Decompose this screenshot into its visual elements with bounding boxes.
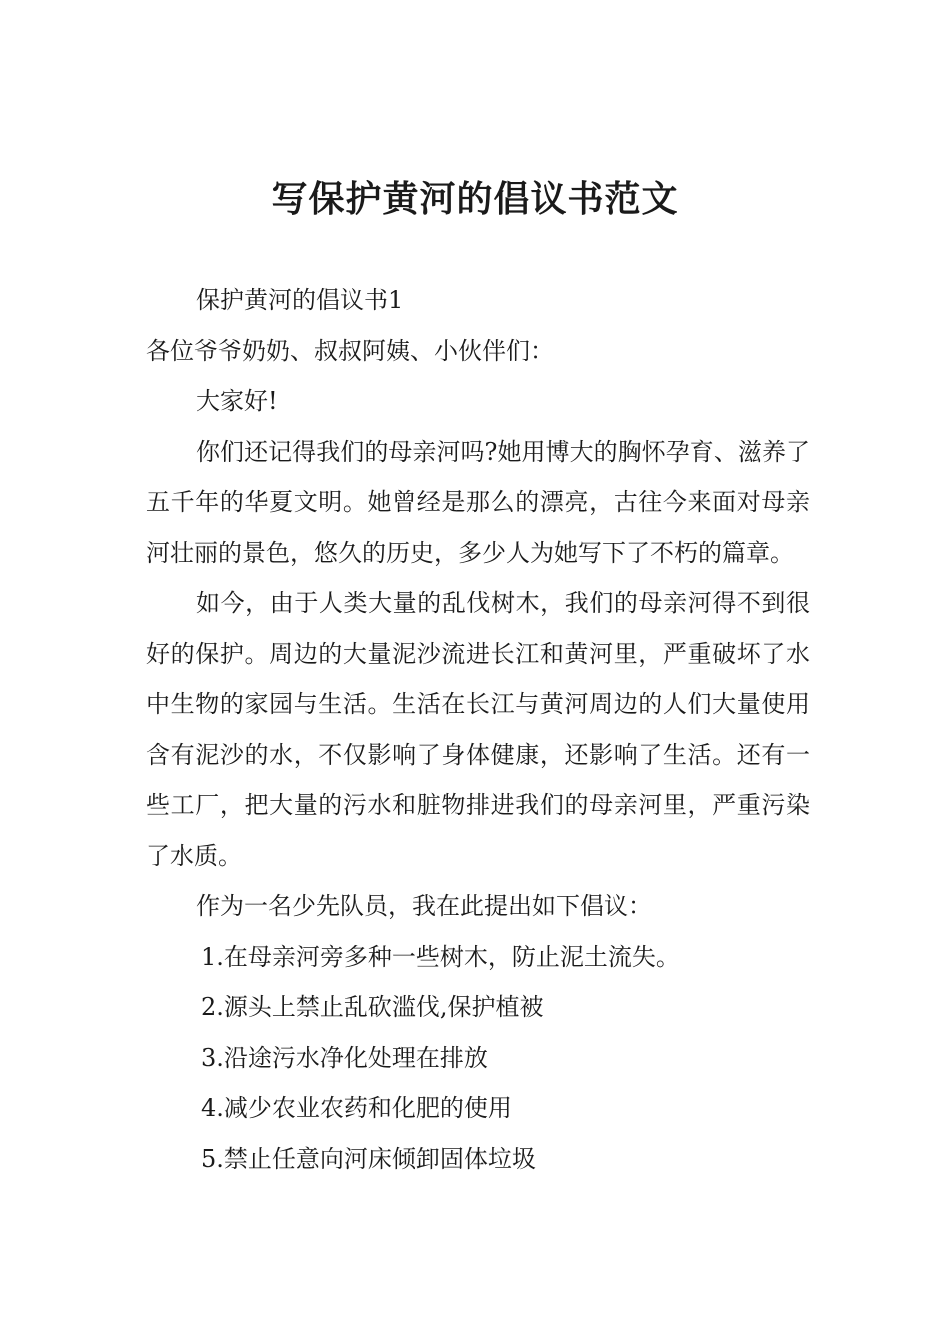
proposal-item: 2.源头上禁止乱砍滥伐,保护植被 xyxy=(201,993,544,1021)
proposal-item: 3.沿途污水净化处理在排放 xyxy=(201,1043,488,1072)
paragraph-2: 如今，由于人类大量的乱伐树木，我们的母亲河得不到很好的保护。周边的大量泥沙流进长江和黄河里，严重破坏了水中生物的家园与生活。生活在长江与黄河周边的人们大量使用含有泥沙的水，不仅影响了身体健康，还影响了生活。还有一些工厂，把大量的污水和脏物排进我们的母亲河里，严重污染了水质。 xyxy=(146,589,810,870)
document-body xyxy=(146,275,810,1184)
proposal-item: 4.减少农业农药和化肥的使用 xyxy=(201,1094,512,1122)
proposal-intro: 作为一名少先队员，我在此提出如下倡议： xyxy=(196,892,652,920)
section-heading: 保护黄河的倡议书1 xyxy=(196,286,404,314)
paragraph-1: 你们还记得我们的母亲河吗?她用博大的胸怀孕育、滋养了五千年的华夏文明。她曾经是那么的漂亮，古往今来面对母亲河壮丽的景色，悠久的历史，多少人为她写下了不朽的篇章。 xyxy=(146,437,810,567)
proposal-item: 5.禁止任意向河床倾卸固体垃圾 xyxy=(201,1144,536,1173)
proposal-item: 1.在母亲河旁多种一些树木，防止泥土流失。 xyxy=(201,942,680,971)
document-title: 写保护黄河的倡议书范文 xyxy=(271,179,679,220)
salutation: 各位爷爷奶奶、叔叔阿姨、小伙伴们： xyxy=(146,336,554,365)
greeting: 大家好! xyxy=(196,387,278,415)
